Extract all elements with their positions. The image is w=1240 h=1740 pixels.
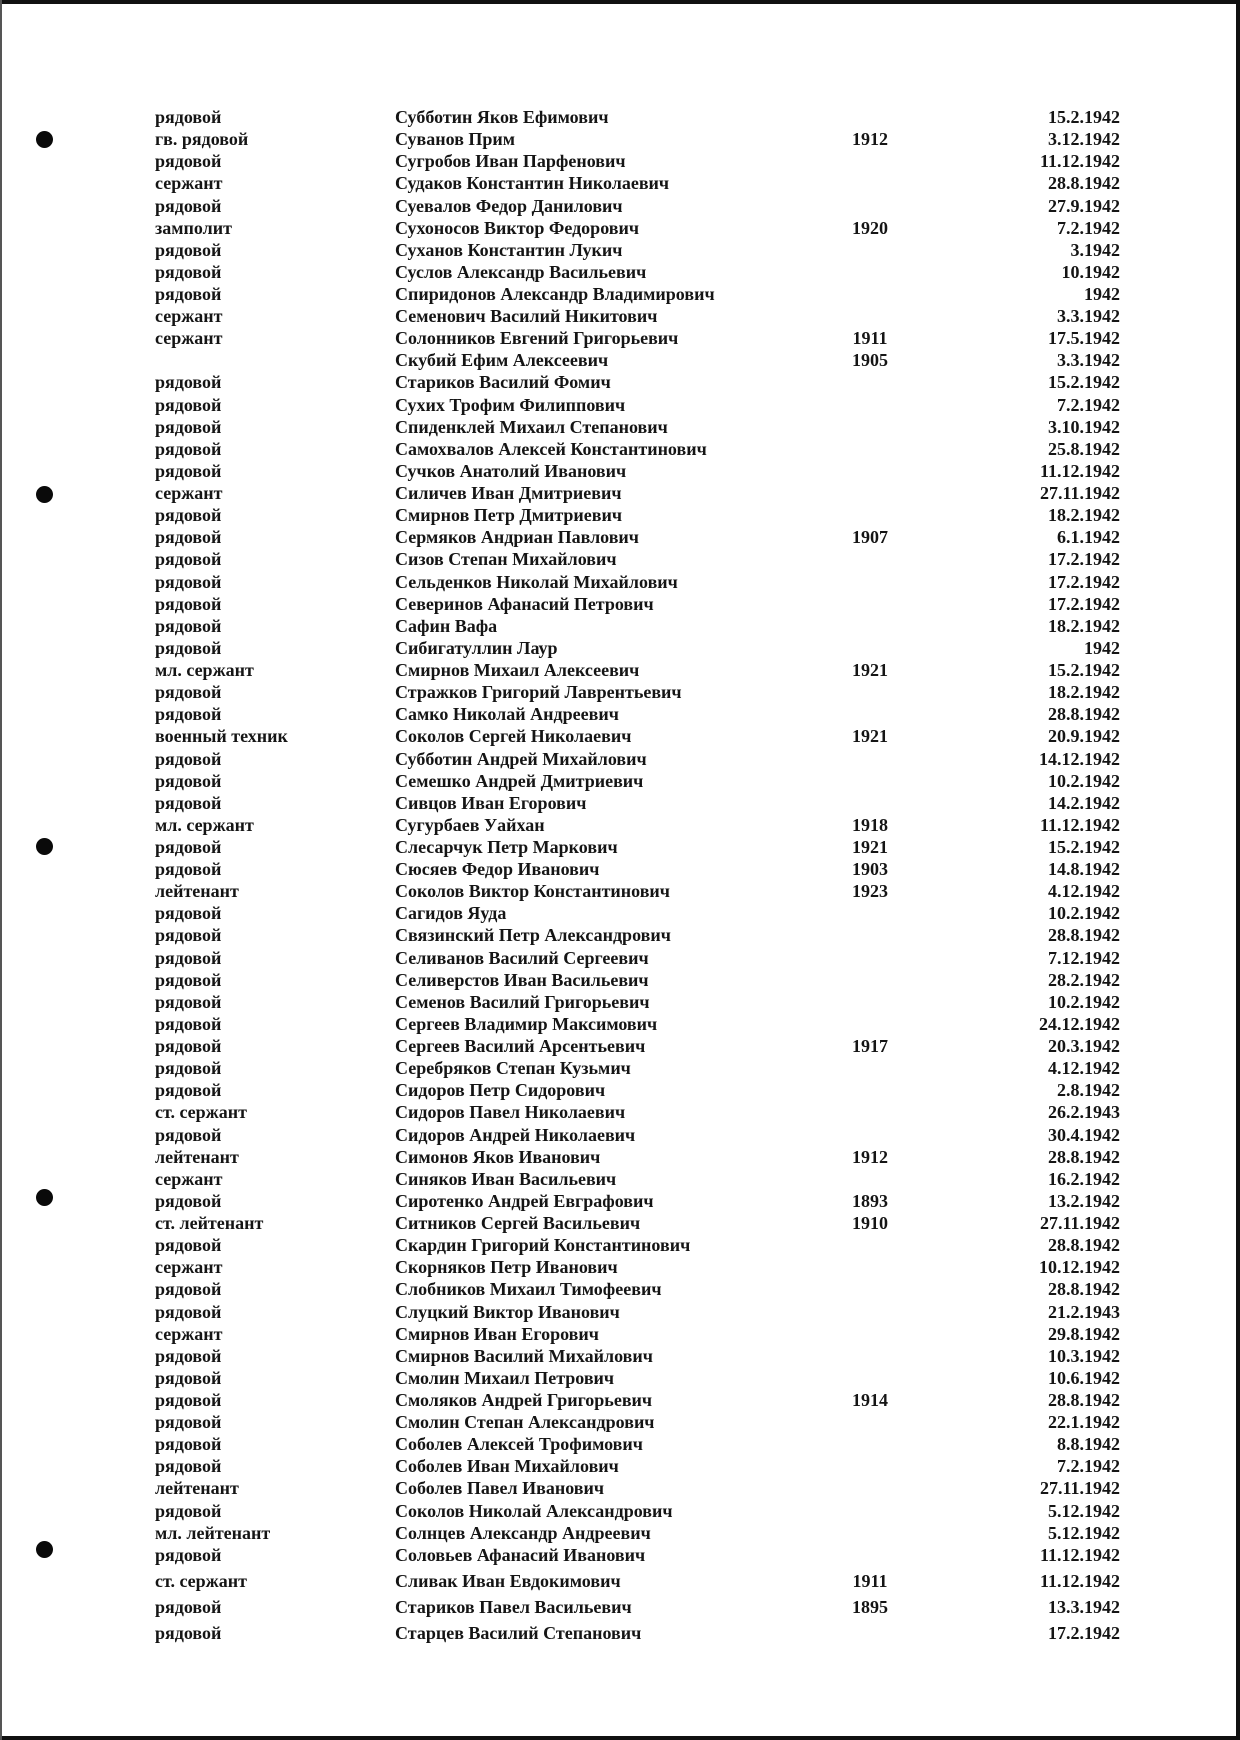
roster-rank: рядовой bbox=[155, 527, 222, 548]
roster-name: Суслов Александр Васильевич bbox=[395, 261, 647, 282]
roster-rank: рядовой bbox=[155, 748, 222, 769]
roster-rank: рядовой bbox=[155, 505, 222, 526]
roster-name: Судаков Константин Николаевич bbox=[395, 173, 670, 194]
roster-row bbox=[0, 1345, 1240, 1367]
roster-year: 1895 bbox=[852, 1597, 888, 1617]
roster-year: 1911 bbox=[852, 328, 888, 349]
roster-date: 17.5.1942 bbox=[1048, 328, 1120, 349]
roster-name: Спиридонов Александр Владимирович bbox=[395, 284, 715, 304]
roster-row bbox=[0, 349, 1240, 371]
roster-rank: рядовой bbox=[155, 1367, 222, 1388]
roster-date: 17.2.1942 bbox=[1048, 1623, 1120, 1644]
roster-name: Смирнов Петр Дмитриевич bbox=[395, 505, 623, 526]
roster-name: Селиванов Василий Сергеевич bbox=[395, 947, 649, 968]
roster-rank: рядовой bbox=[155, 682, 222, 703]
roster-date: 27.9.1942 bbox=[1048, 195, 1120, 216]
roster-rank: ст. сержант bbox=[155, 1102, 247, 1123]
roster-date: 15.2.1942 bbox=[1048, 837, 1120, 857]
roster-rank: военный техник bbox=[155, 726, 288, 747]
roster-date: 7.2.1942 bbox=[1057, 1456, 1120, 1477]
roster-rank: рядовой bbox=[155, 239, 222, 260]
roster-name: Смирнов Иван Егорович bbox=[395, 1323, 599, 1344]
roster-name: Слобников Михаил Тимофеевич bbox=[395, 1279, 662, 1300]
roster-date: 17.2.1942 bbox=[1048, 571, 1120, 592]
roster-rank: ст. сержант bbox=[155, 1570, 247, 1591]
roster-rank: рядовой bbox=[155, 1036, 222, 1056]
roster-row bbox=[0, 659, 1240, 681]
roster-name: Сагидов Яуда bbox=[395, 903, 507, 924]
roster-date: 28.8.1942 bbox=[1048, 704, 1120, 725]
roster-date: 15.2.1942 bbox=[1048, 107, 1120, 127]
roster-date: 3.3.1942 bbox=[1057, 306, 1120, 327]
roster-row bbox=[0, 969, 1240, 991]
roster-date: 18.2.1942 bbox=[1048, 505, 1120, 526]
roster-date: 5.12.1942 bbox=[1048, 1500, 1120, 1521]
roster-row bbox=[0, 1190, 1240, 1212]
roster-date: 4.12.1942 bbox=[1048, 1058, 1120, 1079]
roster-row bbox=[0, 615, 1240, 637]
roster-rank: мл. сержант bbox=[155, 814, 254, 835]
roster-name: Субботин Яков Ефимович bbox=[395, 107, 609, 127]
roster-name: Слуцкий Виктор Иванович bbox=[395, 1301, 620, 1322]
roster-date: 20.3.1942 bbox=[1048, 1036, 1120, 1056]
roster-date: 18.2.1942 bbox=[1048, 682, 1120, 703]
roster-rank: рядовой bbox=[155, 284, 222, 304]
roster-rank: рядовой bbox=[155, 704, 222, 725]
roster-date: 14.2.1942 bbox=[1048, 792, 1120, 813]
roster-row bbox=[0, 305, 1240, 327]
roster-row bbox=[0, 681, 1240, 703]
roster-name: Сафин Вафа bbox=[395, 615, 498, 636]
roster-rank: рядовой bbox=[155, 107, 222, 127]
roster-date: 10.2.1942 bbox=[1048, 770, 1120, 791]
roster-row bbox=[0, 924, 1240, 946]
roster-date: 17.2.1942 bbox=[1048, 549, 1120, 570]
roster-rank: рядовой bbox=[155, 770, 222, 791]
roster-date: 20.9.1942 bbox=[1048, 726, 1120, 747]
roster-row bbox=[0, 1367, 1240, 1389]
roster-name: Связинский Петр Александрович bbox=[395, 925, 671, 946]
roster-date: 5.12.1942 bbox=[1048, 1522, 1120, 1543]
roster-rank: рядовой bbox=[155, 1412, 222, 1433]
roster-name: Сизов Степан Михайлович bbox=[395, 549, 617, 570]
roster-row bbox=[0, 172, 1240, 194]
roster-row bbox=[0, 637, 1240, 659]
roster-rank: рядовой bbox=[155, 1301, 222, 1322]
roster-name: Скардин Григорий Константинович bbox=[395, 1235, 691, 1256]
roster-rank: замполит bbox=[155, 217, 232, 238]
roster-row bbox=[0, 1622, 1240, 1644]
roster-name: Сидоров Петр Сидорович bbox=[395, 1080, 606, 1101]
roster-row bbox=[0, 1301, 1240, 1323]
roster-name: Сиротенко Андрей Евграфович bbox=[395, 1190, 654, 1211]
roster-row bbox=[0, 571, 1240, 593]
roster-name: Слесарчук Петр Маркович bbox=[395, 837, 618, 857]
roster-row bbox=[0, 770, 1240, 792]
roster-name: Соколов Сергей Николаевич bbox=[395, 726, 632, 747]
roster-rank: рядовой bbox=[155, 1500, 222, 1521]
roster-date: 28.8.1942 bbox=[1048, 173, 1120, 194]
roster-name: Сермяков Андриан Павлович bbox=[395, 527, 639, 548]
roster-rank: рядовой bbox=[155, 1345, 222, 1366]
roster-name: Сухоносов Виктор Федорович bbox=[395, 217, 639, 238]
roster-row bbox=[0, 1323, 1240, 1345]
roster-rank: рядовой bbox=[155, 637, 222, 658]
roster-date: 15.2.1942 bbox=[1048, 372, 1120, 393]
roster-row bbox=[0, 1522, 1240, 1544]
roster-rank: рядовой bbox=[155, 372, 222, 393]
roster-rank: рядовой bbox=[155, 1058, 222, 1079]
roster-row bbox=[0, 1500, 1240, 1522]
roster-rank: рядовой bbox=[155, 394, 222, 415]
roster-name: Старцев Василий Степанович bbox=[395, 1623, 642, 1644]
roster-rank: рядовой bbox=[155, 460, 222, 481]
roster-rank: рядовой bbox=[155, 195, 222, 216]
roster-rank: сержант bbox=[155, 306, 223, 327]
roster-name: Сучков Анатолий Иванович bbox=[395, 460, 627, 481]
roster-date: 11.12.1942 bbox=[1039, 460, 1120, 481]
roster-rank: рядовой bbox=[155, 837, 222, 857]
roster-year: 1914 bbox=[852, 1390, 888, 1410]
roster-row bbox=[0, 416, 1240, 438]
roster-name: Селиверстов Иван Васильевич bbox=[395, 969, 649, 990]
roster-name: Семенов Василий Григорьевич bbox=[395, 991, 650, 1012]
roster-row bbox=[0, 526, 1240, 548]
roster-row bbox=[0, 1455, 1240, 1477]
roster-rank: сержант bbox=[155, 483, 223, 503]
roster-row bbox=[0, 261, 1240, 283]
roster-date: 28.8.1942 bbox=[1048, 1390, 1120, 1410]
roster-date: 7.2.1942 bbox=[1057, 394, 1120, 415]
roster-year: 1911 bbox=[852, 1570, 888, 1591]
roster-row bbox=[0, 1278, 1240, 1300]
roster-rank: мл. лейтенант bbox=[155, 1522, 271, 1543]
roster-name: Стариков Василий Фомич bbox=[395, 372, 611, 393]
roster-date: 3.1942 bbox=[1070, 239, 1120, 260]
roster-rank: рядовой bbox=[155, 571, 222, 592]
roster-date: 27.11.1942 bbox=[1039, 1478, 1120, 1499]
roster-row bbox=[0, 947, 1240, 969]
roster-row bbox=[0, 991, 1240, 1013]
roster-name: Северинов Афанасий Петрович bbox=[395, 593, 654, 614]
roster-date: 11.12.1942 bbox=[1039, 151, 1120, 172]
roster-date: 3.10.1942 bbox=[1048, 416, 1120, 437]
roster-date: 13.2.1942 bbox=[1048, 1190, 1120, 1211]
roster-rank: рядовой bbox=[155, 549, 222, 570]
roster-row bbox=[0, 1256, 1240, 1278]
roster-row bbox=[0, 858, 1240, 880]
roster-date: 14.8.1942 bbox=[1048, 859, 1120, 880]
roster-rank: рядовой bbox=[155, 925, 222, 946]
roster-date: 1942 bbox=[1084, 637, 1120, 658]
roster-name: Соловьев Афанасий Иванович bbox=[395, 1544, 646, 1565]
roster-rank: рядовой bbox=[155, 1190, 222, 1211]
roster-row bbox=[0, 1146, 1240, 1168]
roster-name: Сельденков Николай Михайлович bbox=[395, 571, 678, 592]
roster-date: 6.1.1942 bbox=[1057, 527, 1120, 548]
roster-rank: рядовой bbox=[155, 438, 222, 459]
roster-date: 26.2.1943 bbox=[1048, 1102, 1120, 1123]
roster-row bbox=[0, 128, 1240, 150]
roster-date: 7.12.1942 bbox=[1048, 947, 1120, 968]
roster-row bbox=[0, 217, 1240, 239]
roster-name: Смирнов Михаил Алексеевич bbox=[395, 660, 640, 680]
roster-rank: рядовой bbox=[155, 1279, 222, 1300]
roster-name: Соболев Иван Михайлович bbox=[395, 1456, 619, 1477]
roster-year: 1918 bbox=[852, 814, 888, 835]
roster-name: Синяков Иван Васильевич bbox=[395, 1168, 617, 1189]
roster-date: 10.1942 bbox=[1061, 261, 1120, 282]
roster-name: Скорняков Петр Иванович bbox=[395, 1257, 618, 1278]
roster-row bbox=[0, 283, 1240, 305]
roster-date: 27.11.1942 bbox=[1039, 483, 1120, 503]
roster-name: Соболев Алексей Трофимович bbox=[395, 1434, 643, 1455]
roster-rank: мл. сержант bbox=[155, 660, 254, 680]
roster-date: 18.2.1942 bbox=[1048, 615, 1120, 636]
roster-row bbox=[0, 1234, 1240, 1256]
roster-name: Силичев Иван Дмитриевич bbox=[395, 483, 622, 503]
roster-rank: рядовой bbox=[155, 1597, 222, 1617]
roster-date: 29.8.1942 bbox=[1048, 1323, 1120, 1344]
roster-name: Семенович Василий Никитович bbox=[395, 306, 658, 327]
roster-row bbox=[0, 593, 1240, 615]
roster-year: 1921 bbox=[852, 726, 888, 747]
roster-rank: рядовой bbox=[155, 416, 222, 437]
roster-name: Самохвалов Алексей Константинович bbox=[395, 438, 707, 459]
roster-name: Смоляков Андрей Григорьевич bbox=[395, 1390, 653, 1410]
roster-name: Стариков Павел Васильевич bbox=[395, 1597, 632, 1617]
roster-rank: сержант bbox=[155, 328, 223, 349]
roster-rank: рядовой bbox=[155, 151, 222, 172]
roster-rank: сержант bbox=[155, 1323, 223, 1344]
roster-row bbox=[0, 1013, 1240, 1035]
roster-name: Сидоров Павел Николаевич bbox=[395, 1102, 626, 1123]
roster-name: Солонников Евгений Григорьевич bbox=[395, 328, 679, 349]
roster-name: Спиденклей Михаил Степанович bbox=[395, 416, 668, 437]
roster-rank: рядовой bbox=[155, 903, 222, 924]
roster-name: Суванов Прим bbox=[395, 129, 516, 150]
roster-date: 28.2.1942 bbox=[1048, 969, 1120, 990]
roster-year: 1917 bbox=[852, 1036, 888, 1056]
roster-row bbox=[0, 1101, 1240, 1123]
roster-name: Сивцов Иван Егорович bbox=[395, 792, 587, 813]
roster-row bbox=[0, 1168, 1240, 1190]
roster-rank: рядовой bbox=[155, 593, 222, 614]
roster-date: 10.6.1942 bbox=[1048, 1367, 1120, 1388]
roster-rank: гв. рядовой bbox=[155, 129, 249, 150]
roster-date: 21.2.1943 bbox=[1048, 1301, 1120, 1322]
roster-rank: рядовой bbox=[155, 1124, 222, 1145]
roster-date: 28.8.1942 bbox=[1048, 1146, 1120, 1167]
roster-rank: лейтенант bbox=[155, 1146, 239, 1167]
roster-row bbox=[0, 902, 1240, 924]
roster-year: 1920 bbox=[852, 217, 888, 238]
roster-date: 28.8.1942 bbox=[1048, 1279, 1120, 1300]
roster-rank: рядовой bbox=[155, 947, 222, 968]
roster-rank: рядовой bbox=[155, 1390, 222, 1410]
roster-year: 1923 bbox=[852, 881, 888, 902]
roster-name: Суханов Константин Лукич bbox=[395, 239, 623, 260]
roster-row bbox=[0, 1433, 1240, 1455]
roster-rank: ст. лейтенант bbox=[155, 1213, 264, 1233]
roster-rank: рядовой bbox=[155, 792, 222, 813]
roster-row bbox=[0, 725, 1240, 747]
roster-row bbox=[0, 814, 1240, 836]
roster-row bbox=[0, 195, 1240, 217]
roster-row bbox=[0, 792, 1240, 814]
roster-date: 14.12.1942 bbox=[1039, 748, 1120, 769]
roster-name: Сергеев Владимир Максимович bbox=[395, 1013, 658, 1034]
roster-date: 15.2.1942 bbox=[1048, 660, 1120, 680]
roster-row bbox=[0, 1596, 1240, 1618]
roster-year: 1921 bbox=[852, 660, 888, 680]
roster-name: Симонов Яков Иванович bbox=[395, 1146, 601, 1167]
roster-date: 8.8.1942 bbox=[1057, 1434, 1120, 1455]
roster-row bbox=[0, 394, 1240, 416]
roster-row bbox=[0, 1570, 1240, 1592]
roster-name: Сибигатуллин Лаур bbox=[395, 637, 558, 658]
roster-name: Суевалов Федор Данилович bbox=[395, 195, 623, 216]
roster-name: Соболев Павел Иванович bbox=[395, 1478, 605, 1499]
roster-date: 4.12.1942 bbox=[1048, 881, 1120, 902]
roster-rank: сержант bbox=[155, 173, 223, 194]
roster-row bbox=[0, 1544, 1240, 1566]
roster-row bbox=[0, 1079, 1240, 1101]
roster-name: Сидоров Андрей Николаевич bbox=[395, 1124, 636, 1145]
roster-rank: рядовой bbox=[155, 1544, 222, 1565]
roster-year: 1907 bbox=[852, 527, 888, 548]
roster-name: Ситников Сергей Васильевич bbox=[395, 1213, 641, 1233]
roster-year: 1893 bbox=[852, 1190, 888, 1211]
roster-year: 1912 bbox=[852, 1146, 888, 1167]
roster-rank: сержант bbox=[155, 1168, 223, 1189]
roster-name: Сергеев Василий Арсентьевич bbox=[395, 1036, 646, 1056]
roster-date: 25.8.1942 bbox=[1048, 438, 1120, 459]
roster-date: 7.2.1942 bbox=[1057, 217, 1120, 238]
roster-name: Солнцев Александр Андреевич bbox=[395, 1522, 651, 1543]
roster-date: 11.12.1942 bbox=[1039, 1570, 1120, 1591]
roster-year: 1910 bbox=[852, 1213, 888, 1233]
roster-row bbox=[0, 703, 1240, 725]
roster-rank: рядовой bbox=[155, 969, 222, 990]
roster-date: 22.1.1942 bbox=[1048, 1412, 1120, 1433]
roster-row bbox=[0, 482, 1240, 504]
roster-row bbox=[0, 371, 1240, 393]
roster-date: 10.2.1942 bbox=[1048, 903, 1120, 924]
roster-rank: рядовой bbox=[155, 1456, 222, 1477]
roster-date: 13.3.1942 bbox=[1048, 1597, 1120, 1617]
roster-year: 1912 bbox=[852, 129, 888, 150]
roster-date: 17.2.1942 bbox=[1048, 593, 1120, 614]
roster-row bbox=[0, 504, 1240, 526]
roster-name: Соколов Николай Александрович bbox=[395, 1500, 673, 1521]
roster-row bbox=[0, 150, 1240, 172]
roster-date: 3.12.1942 bbox=[1048, 129, 1120, 150]
roster-date: 11.12.1942 bbox=[1039, 814, 1120, 835]
roster-row bbox=[0, 106, 1240, 128]
roster-name: Соколов Виктор Константинович bbox=[395, 881, 670, 902]
roster-name: Серебряков Степан Кузьмич bbox=[395, 1058, 631, 1079]
roster-row bbox=[0, 1035, 1240, 1057]
roster-rank: рядовой bbox=[155, 261, 222, 282]
roster-date: 10.2.1942 bbox=[1048, 991, 1120, 1012]
roster-date: 2.8.1942 bbox=[1057, 1080, 1120, 1101]
roster-year: 1905 bbox=[852, 350, 888, 371]
roster-row bbox=[0, 1411, 1240, 1433]
roster-date: 10.12.1942 bbox=[1039, 1257, 1120, 1278]
roster-rank: рядовой bbox=[155, 1235, 222, 1256]
roster-date: 10.3.1942 bbox=[1048, 1345, 1120, 1366]
roster-rank: лейтенант bbox=[155, 881, 239, 902]
roster-row bbox=[0, 1124, 1240, 1146]
roster-date: 28.8.1942 bbox=[1048, 1235, 1120, 1256]
roster-name: Сугурбаев Уайхан bbox=[395, 814, 545, 835]
roster-name: Семешко Андрей Дмитриевич bbox=[395, 770, 644, 791]
roster-row bbox=[0, 327, 1240, 349]
roster-row bbox=[0, 438, 1240, 460]
roster-row bbox=[0, 548, 1240, 570]
roster-name: Смирнов Василий Михайлович bbox=[395, 1345, 653, 1366]
roster-name: Самко Николай Андреевич bbox=[395, 704, 619, 725]
roster-date: 27.11.1942 bbox=[1039, 1213, 1120, 1233]
roster-year: 1903 bbox=[852, 859, 888, 880]
roster-date: 11.12.1942 bbox=[1039, 1544, 1120, 1565]
roster-row bbox=[0, 460, 1240, 482]
roster-row bbox=[0, 880, 1240, 902]
roster-rank: рядовой bbox=[155, 991, 222, 1012]
roster-name: Стражков Григорий Лаврентьевич bbox=[395, 682, 682, 703]
roster-rank: рядовой bbox=[155, 1434, 222, 1455]
roster-year: 1921 bbox=[852, 837, 888, 857]
roster-rank: рядовой bbox=[155, 1013, 222, 1034]
roster-name: Смолин Михаил Петрович bbox=[395, 1367, 615, 1388]
roster-rank: лейтенант bbox=[155, 1478, 239, 1499]
roster-row bbox=[0, 1212, 1240, 1234]
roster-rank: сержант bbox=[155, 1257, 223, 1278]
roster-rank: рядовой bbox=[155, 615, 222, 636]
roster-name: Скубий Ефим Алексеевич bbox=[395, 350, 609, 371]
roster-row bbox=[0, 1477, 1240, 1499]
roster-date: 30.4.1942 bbox=[1048, 1124, 1120, 1145]
roster-row bbox=[0, 239, 1240, 261]
roster-row bbox=[0, 1389, 1240, 1411]
roster-name: Сюсяев Федор Иванович bbox=[395, 859, 600, 880]
roster-name: Сугробов Иван Парфенович bbox=[395, 151, 626, 172]
roster-rank: рядовой bbox=[155, 1080, 222, 1101]
roster-date: 3.3.1942 bbox=[1057, 350, 1120, 371]
roster-date: 28.8.1942 bbox=[1048, 925, 1120, 946]
roster-name: Субботин Андрей Михайлович bbox=[395, 748, 647, 769]
roster-name: Смолин Степан Александрович bbox=[395, 1412, 655, 1433]
roster-rank: рядовой bbox=[155, 1623, 222, 1644]
roster-date: 24.12.1942 bbox=[1039, 1013, 1120, 1034]
roster-row bbox=[0, 1057, 1240, 1079]
roster-name: Сухих Трофим Филиппович bbox=[395, 394, 626, 415]
roster-name: Сливак Иван Евдокимович bbox=[395, 1570, 621, 1591]
roster-row bbox=[0, 748, 1240, 770]
roster-rank: рядовой bbox=[155, 859, 222, 880]
roster-date: 16.2.1942 bbox=[1048, 1168, 1120, 1189]
roster-date: 1942 bbox=[1084, 284, 1120, 304]
roster-row bbox=[0, 836, 1240, 858]
